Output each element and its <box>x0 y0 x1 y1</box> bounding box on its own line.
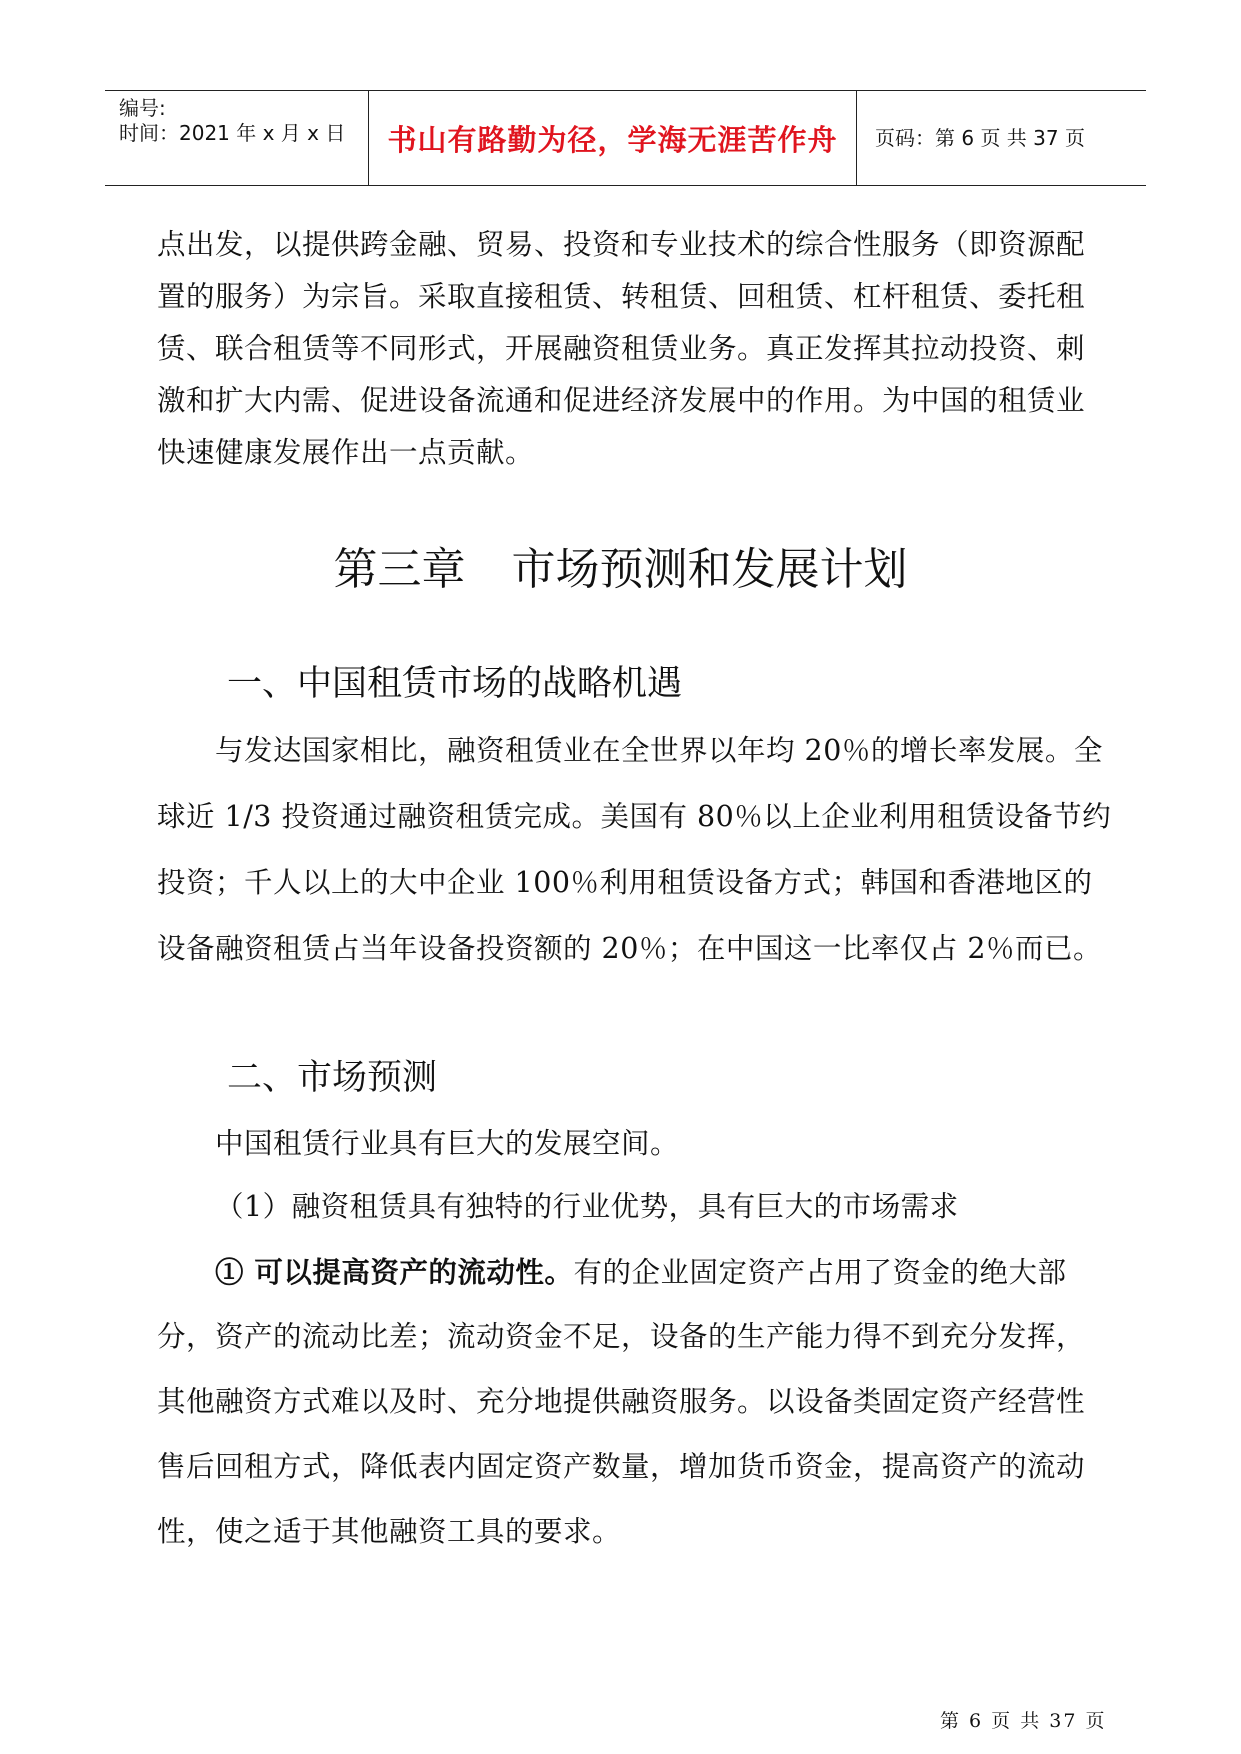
header-left-cell <box>105 91 369 185</box>
point1-line: 售后回租方式，降低表内固定资产数量，增加货币资金，提高资产的流动 <box>157 1450 1086 1483</box>
chapter-number: 第三章 <box>333 544 466 595</box>
header-right-cell <box>857 91 1146 185</box>
header-motto: 书山有路勤为径，学海无涯苦作舟 <box>387 122 838 157</box>
intro-line: 快速健康发展作出一点贡献。 <box>157 436 535 469</box>
point1-line: 其他融资方式难以及时、充分地提供融资服务。以设备类固定资产经营性 <box>157 1385 1086 1418</box>
point1-line: 性，使之适于其他融资工具的要求。 <box>157 1515 622 1548</box>
point1-first-line <box>215 1252 1066 1292</box>
intro-line: 赁、联合租赁等不同形式，开展融资租赁业务。真正发挥其拉动投资、刺 <box>157 332 1086 365</box>
section1-line: 球近 1/3 投资通过融资租赁完成。美国有 80％以上企业利用租赁设备节约 <box>157 800 1112 833</box>
point1-line: 分，资产的流动比差；流动资金不足，设备的生产能力得不到充分发挥， <box>157 1320 1086 1353</box>
intro-line: 置的服务）为宗旨。采取直接租赁、转租赁、回租赁、杠杆租赁、委托租 <box>157 280 1086 313</box>
chapter-heading <box>0 540 1241 600</box>
point1-lead-rest: 有的企业固定资产占用了资金的绝大部 <box>573 1256 1067 1289</box>
section1-line: 投资；千人以上的大中企业 100％利用租赁设备方式；韩国和香港地区的 <box>157 866 1093 899</box>
header-page-info: 页码：第 6 页 共 37 页 <box>875 125 1085 150</box>
date-label: 时间：2021 年 x 月 x 日 <box>119 121 346 145</box>
header-middle-cell <box>369 91 857 185</box>
intro-line: 激和扩大内需、促进设备流通和促进经济发展中的作用。为中国的租赁业 <box>157 384 1086 417</box>
intro-line: 点出发，以提供跨金融、贸易、投资和专业技术的综合性服务（即资源配 <box>157 228 1086 261</box>
section2-heading: 二、市场预测 <box>227 1058 438 1098</box>
section2-sub1: （1）融资租赁具有独特的行业优势，具有巨大的市场需求 <box>215 1190 959 1223</box>
section1-heading: 一、中国租赁市场的战略机遇 <box>227 664 683 704</box>
page-header <box>105 90 1146 186</box>
section2-intro: 中国租赁行业具有巨大的发展空间。 <box>215 1127 680 1160</box>
point1-bold-lead: ① 可以提高资产的流动性。 <box>215 1255 574 1289</box>
section1-line: 设备融资租赁占当年设备投资额的 20％；在中国这一比率仅占 2％而已。 <box>157 932 1103 965</box>
chapter-title: 市场预测和发展计划 <box>511 544 908 595</box>
section1-line: 与发达国家相比，融资租赁业在全世界以年均 20％的增长率发展。全 <box>215 734 1103 767</box>
page-footer: 第 6 页 共 37 页 <box>940 1710 1107 1732</box>
serial-label: 编号: <box>119 96 166 120</box>
